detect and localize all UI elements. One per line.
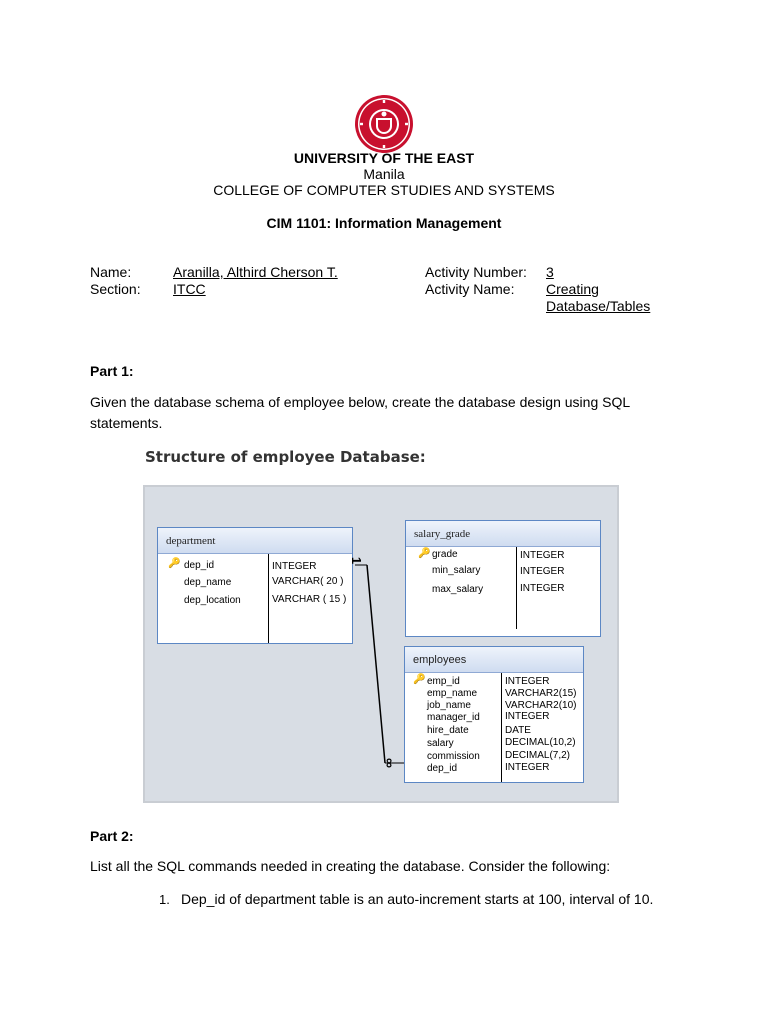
column-name: min_salary	[432, 565, 481, 576]
college-name: COLLEGE OF COMPUTER STUDIES AND SYSTEMS	[213, 182, 555, 198]
part1-instruction-line2: statements.	[90, 415, 163, 431]
activity-name-line2: Database/Tables	[546, 298, 651, 314]
column-type: DATE	[505, 725, 531, 736]
figure-title: Structure of employee Database:	[145, 448, 426, 466]
column-name: dep_location	[184, 595, 241, 606]
section-label: Section:	[90, 281, 141, 297]
column-name: salary	[427, 738, 454, 749]
activity-name-line1: Creating	[546, 281, 599, 297]
part2-instruction: List all the SQL commands needed in creating the database. Consider the following:	[90, 858, 611, 874]
schema-diagram	[143, 485, 619, 803]
column-type: DECIMAL(7,2)	[505, 750, 571, 761]
salary-grade-table-title: salary_grade	[406, 521, 600, 547]
activity-number-label: Activity Number:	[425, 264, 527, 280]
column-type: INTEGER	[272, 561, 317, 572]
column-name: max_salary	[432, 584, 484, 595]
column-name: manager_id	[427, 712, 480, 723]
column-name: commission	[427, 751, 480, 762]
primary-key-icon: 🔑	[413, 674, 426, 685]
column-type: INTEGER	[520, 583, 565, 594]
column-name: hire_date	[427, 725, 469, 736]
column-name: dep_name	[184, 577, 232, 588]
column-type: DECIMAL(10,2)	[505, 737, 576, 748]
employees-table-title: employees	[405, 647, 583, 673]
column-type: INTEGER	[520, 550, 565, 561]
column-name: emp_id	[427, 676, 460, 687]
university-seal-logo	[354, 94, 414, 154]
primary-key-icon: 🔑	[418, 548, 431, 559]
part1-instruction-line1: Given the database schema of employee below, create the database design using SQL	[90, 394, 631, 410]
university-name: UNIVERSITY OF THE EAST	[293, 150, 475, 166]
list-item-text: Dep_id of department table is an auto-increment starts at 100, interval of 10.	[181, 891, 654, 907]
column-name: emp_name	[427, 688, 478, 699]
name-label: Name:	[90, 264, 132, 280]
course-title: CIM 1101: Information Management	[266, 215, 502, 231]
column-type: INTEGER	[505, 676, 550, 687]
section-value: ITCC	[173, 281, 206, 297]
primary-key-icon: 🔑	[168, 558, 181, 569]
activity-number-value: 3	[546, 264, 554, 280]
column-type: INTEGER	[505, 711, 550, 722]
activity-name-label: Activity Name:	[425, 281, 515, 297]
name-value: Aranilla, Althird Cherson T.	[173, 264, 338, 280]
column-name: dep_id	[427, 763, 458, 774]
university-city: Manila	[363, 166, 405, 182]
relationship-one-label: 1	[349, 556, 365, 565]
column-name: grade	[432, 549, 458, 560]
column-type: VARCHAR ( 15 )	[272, 594, 347, 605]
column-name: dep_id	[184, 560, 215, 571]
column-type: VARCHAR2(10)	[505, 700, 577, 711]
column-name: job_name	[427, 700, 471, 711]
column-type: VARCHAR( 20 )	[272, 576, 344, 587]
department-table-title: department	[158, 528, 352, 554]
column-type: INTEGER	[520, 566, 565, 577]
relationship-many-label: ∞	[381, 758, 398, 768]
list-item-number: 1.	[159, 892, 170, 907]
part2-heading: Part 2:	[90, 828, 134, 844]
column-type: VARCHAR2(15)	[505, 688, 577, 699]
column-type: INTEGER	[505, 762, 550, 773]
part1-heading: Part 1:	[90, 363, 134, 379]
